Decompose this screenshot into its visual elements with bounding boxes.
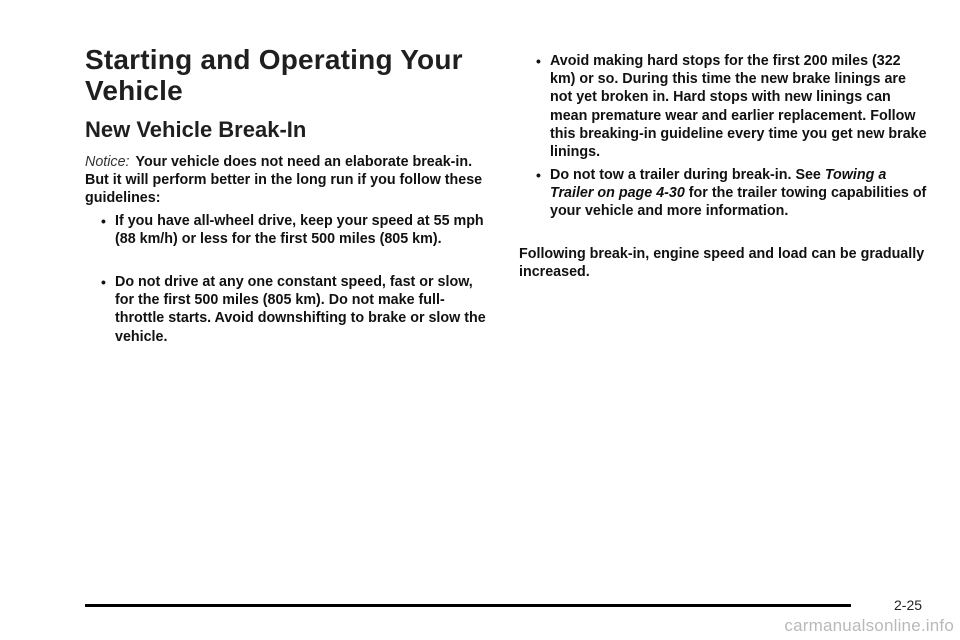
- footer-rule: [85, 604, 851, 607]
- bullet-marker: •: [536, 167, 541, 183]
- bullet-item: [101, 273, 487, 346]
- notice-paragraph: [85, 153, 485, 208]
- bullet-text: Avoid making hard stops for the first 200 miles (322 km) or so. During this time the new brake linings are not yet broken in. Hard stops with new linings can mean premature wear and earlier replacement. Follow this breaking-in guideline every time you get new brake linings.: [550, 53, 927, 161]
- page-title: Starting and Operating Your Vehicle: [85, 44, 463, 106]
- bullet-text: for the trailer towing capabilities of your vehicle and more information.: [550, 185, 927, 220]
- section-heading: New Vehicle Break-In: [85, 117, 307, 142]
- closing-paragraph: Following break-in, engine speed and load can be gradually increased.: [519, 246, 925, 281]
- bullet-text: If you have all-wheel drive, keep your speed at 55 mph (88 km/h) or less for the first 500 miles (805 km).: [115, 213, 484, 248]
- bullet-item: [536, 52, 930, 161]
- bullet-marker: •: [101, 213, 106, 229]
- bullet-text: Do not drive at any one constant speed, fast or slow, for the first 500 miles (805 km). Do not make full-throttle starts. Avoid downshifting to brake or slow the vehicle.: [115, 274, 486, 345]
- bullet-marker: •: [101, 274, 106, 290]
- notice-text: Your vehicle does not need an elaborate break-in. But it will perform better in the long run if you follow these guidelines:: [85, 154, 483, 207]
- page-number: 2-25: [894, 597, 923, 613]
- cross-reference-link[interactable]: Towing a Trailer on page 4-30: [550, 167, 887, 202]
- watermark: carmanualsonline.info: [784, 616, 954, 635]
- bullet-marker: •: [536, 53, 541, 69]
- notice-label: Notice:: [85, 154, 130, 170]
- bullet-text: Do not tow a trailer during break-in. See: [550, 167, 825, 183]
- bullet-item: [101, 212, 487, 248]
- bullet-item: [536, 166, 930, 221]
